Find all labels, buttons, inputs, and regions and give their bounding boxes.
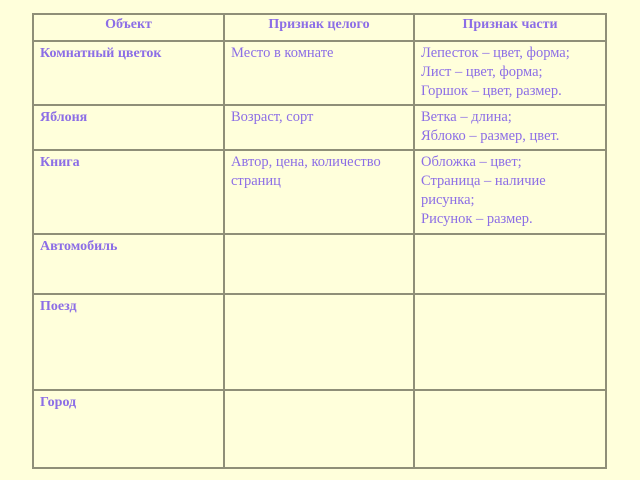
object-cell: Комнатный цветок [33, 41, 224, 105]
cell-line: Ветка – длина; [421, 109, 512, 125]
whole-attribute-cell [224, 390, 414, 468]
cell-line: Рисунок – размер. [421, 211, 533, 227]
whole-attribute-cell [224, 150, 414, 234]
object-cell: Город [33, 390, 224, 468]
cell-line: Лист – цвет, форма; [421, 64, 543, 80]
object-cell: Поезд [33, 294, 224, 390]
cell-line: рисунка; [421, 192, 475, 208]
cell-line: Возраст, сорт [231, 109, 314, 125]
cell-line: Горшок – цвет, размер. [421, 83, 562, 99]
header-part-attribute: Признак части [414, 14, 606, 41]
header-object: Объект [33, 14, 224, 41]
cell-line: страниц [231, 173, 281, 189]
whole-attribute-cell [224, 234, 414, 294]
whole-attribute-cell [224, 105, 414, 150]
table-row [33, 390, 606, 468]
table-row [33, 105, 606, 150]
object-cell: Яблоня [33, 105, 224, 150]
whole-attribute-cell [224, 294, 414, 390]
whole-attribute-cell [224, 41, 414, 105]
cell-line: Лепесток – цвет, форма; [421, 45, 570, 61]
table-row [33, 150, 606, 234]
part-attribute-cell [414, 234, 606, 294]
part-attribute-cell [414, 390, 606, 468]
header-whole-attribute: Признак целого [224, 14, 414, 41]
cell-line: Страница – наличие [421, 173, 546, 189]
cell-line: Яблоко – размер, цвет. [421, 128, 560, 144]
part-attribute-cell [414, 105, 606, 150]
table-row [33, 294, 606, 390]
header-row [33, 14, 606, 41]
part-attribute-cell [414, 150, 606, 234]
cell-line: Место в комнате [231, 45, 334, 61]
cell-line: Автор, цена, количество [231, 154, 381, 170]
part-attribute-cell [414, 41, 606, 105]
object-cell: Книга [33, 150, 224, 234]
table-row [33, 41, 606, 105]
part-attribute-cell [414, 294, 606, 390]
table-row [33, 234, 606, 294]
object-cell: Автомобиль [33, 234, 224, 294]
object-attributes-table [32, 13, 607, 469]
cell-line: Обложка – цвет; [421, 154, 522, 170]
